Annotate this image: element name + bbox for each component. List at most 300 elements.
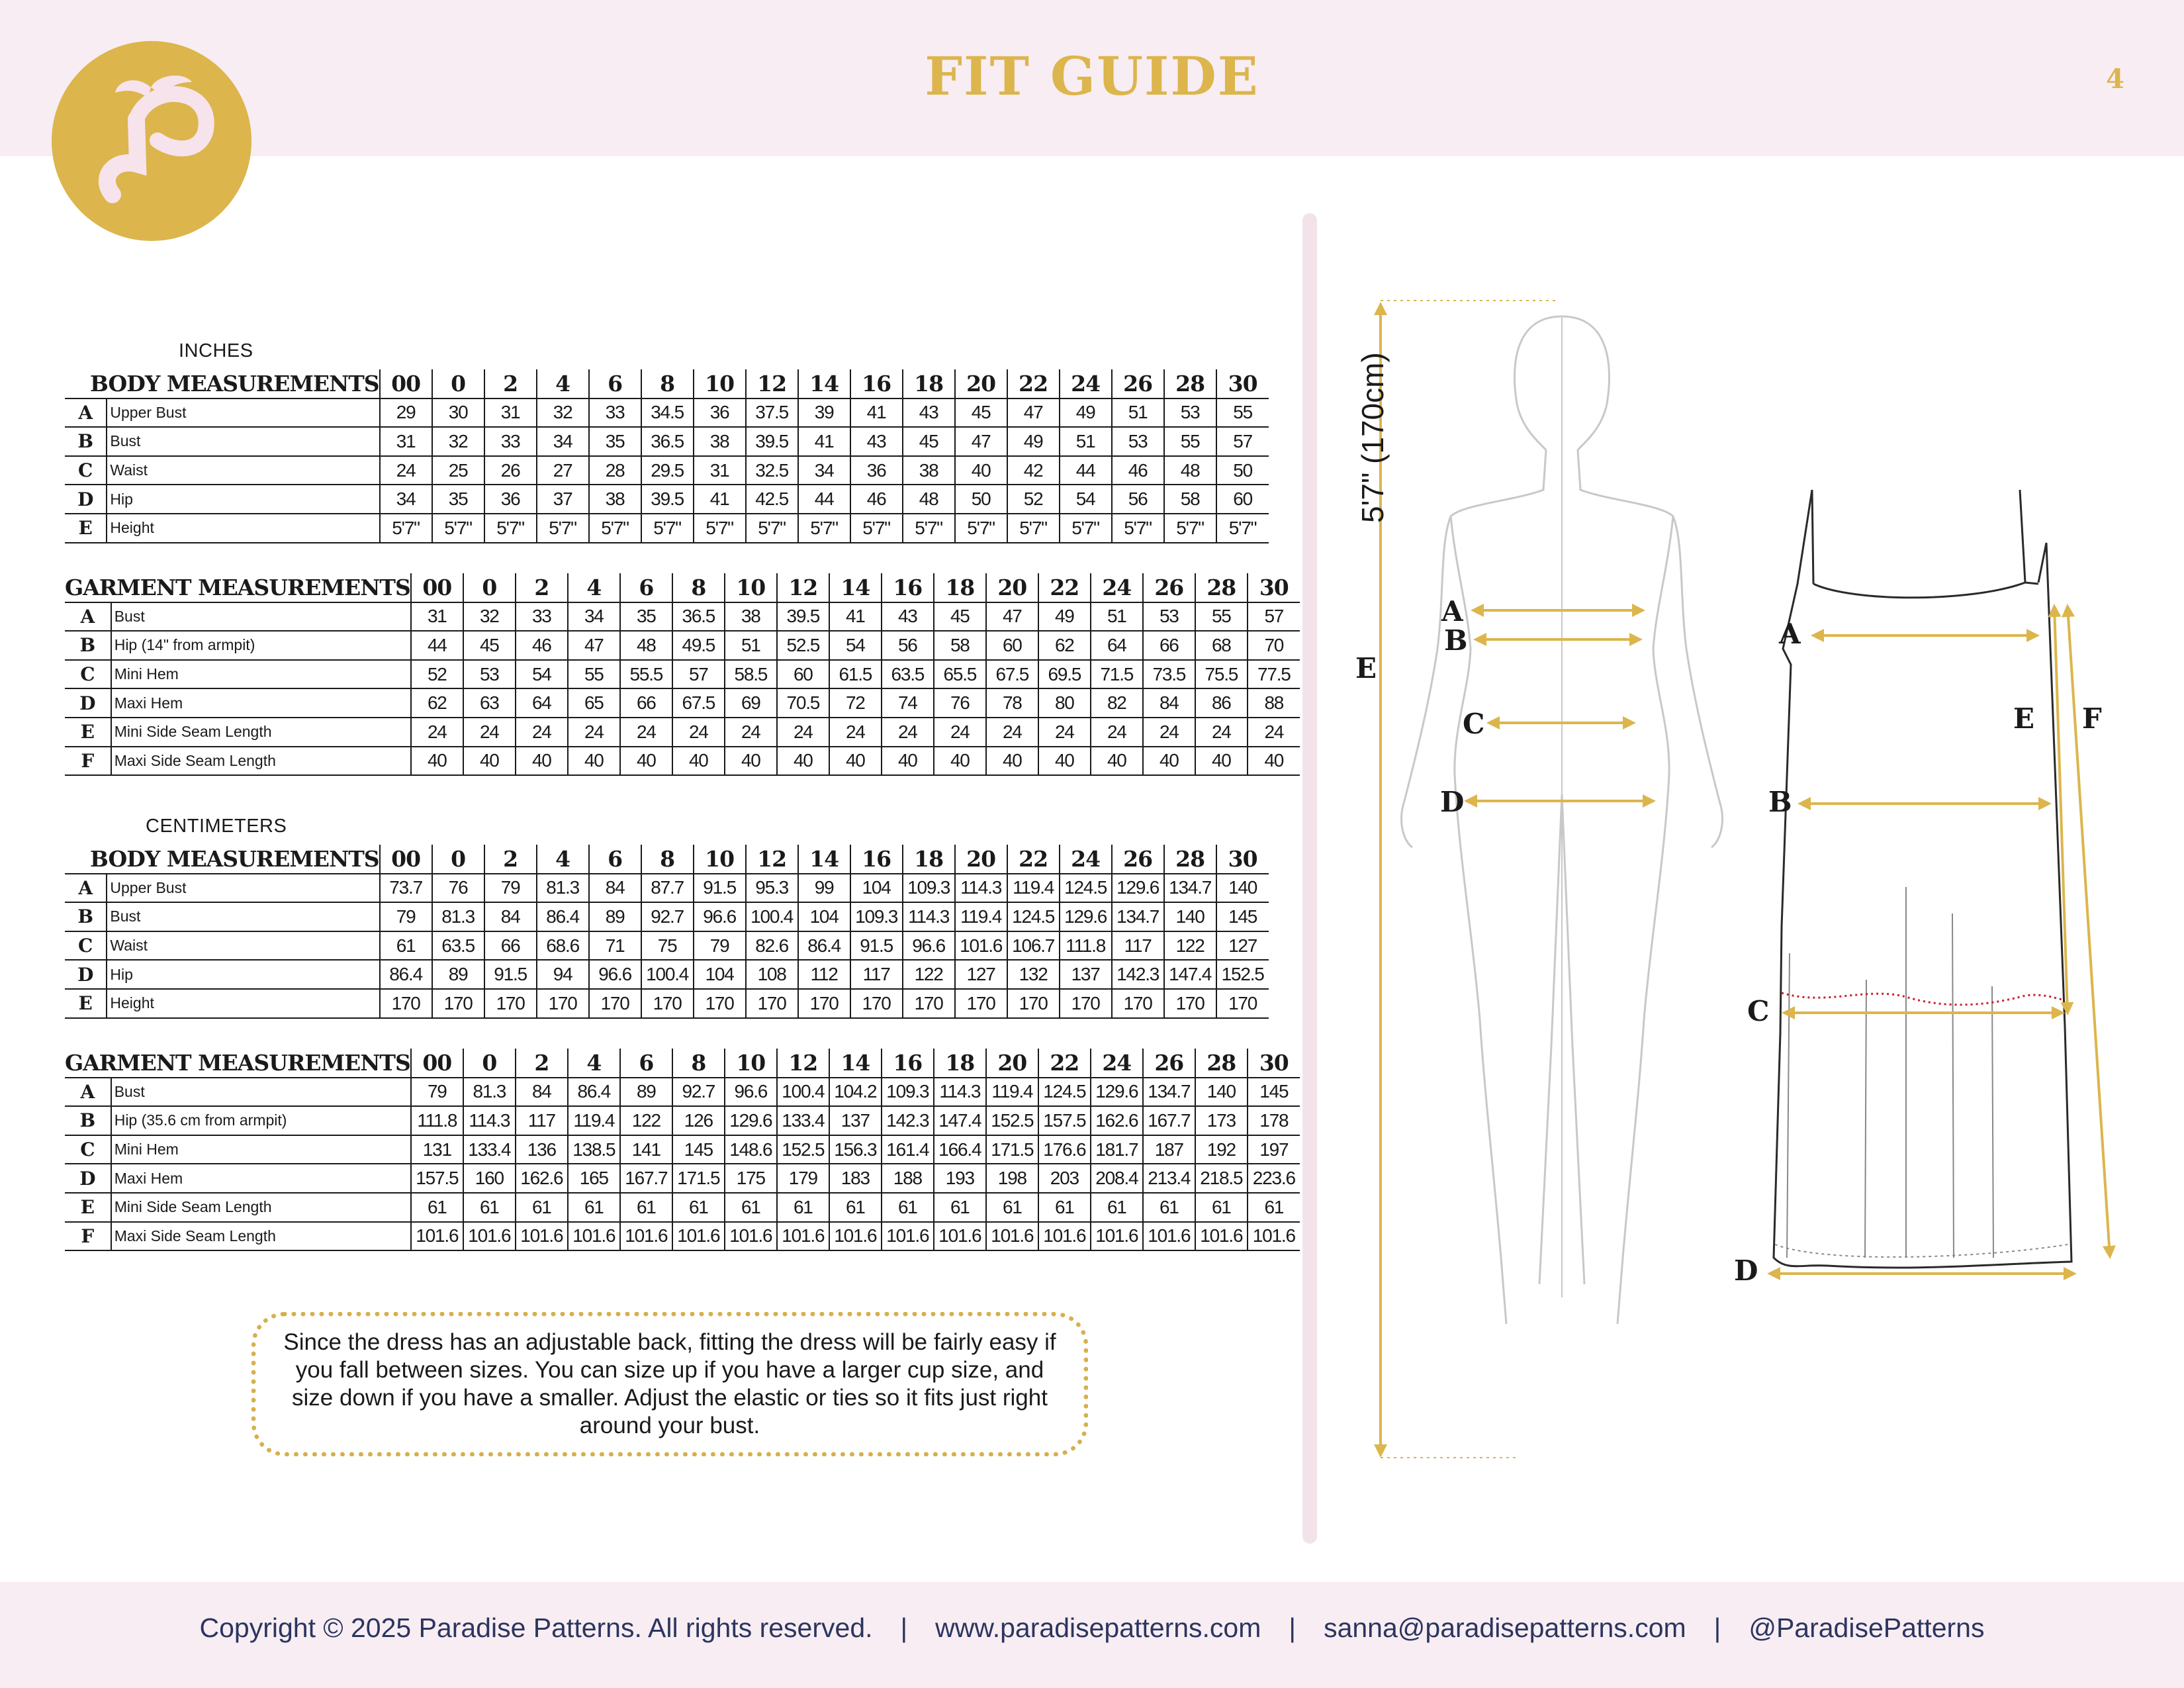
table-cell: 72 xyxy=(829,688,882,718)
table-cell: 38 xyxy=(903,456,955,485)
table-cell: 26 xyxy=(484,456,537,485)
table-cell: 114.3 xyxy=(934,1078,986,1107)
table-cell: 51 xyxy=(1112,399,1164,428)
table-cell: 88 xyxy=(1248,688,1300,718)
table-cell: 64 xyxy=(516,688,568,718)
table-cell: 78 xyxy=(986,688,1038,718)
table-cell: 167.7 xyxy=(1143,1106,1195,1135)
table-cell: 156.3 xyxy=(829,1135,882,1164)
row-letter: B xyxy=(65,427,107,456)
row-label: Waist xyxy=(107,456,379,485)
table-cell: 5'7" xyxy=(1112,514,1164,543)
table-cell: 74 xyxy=(882,688,934,718)
size-header: 6 xyxy=(589,845,641,874)
table-cell: 94 xyxy=(537,960,589,989)
table-cell: 32 xyxy=(537,399,589,428)
size-header: 28 xyxy=(1195,573,1248,602)
table-row xyxy=(65,931,1269,961)
table-cell: 61 xyxy=(934,1193,986,1222)
row-letter: D xyxy=(65,485,107,514)
table-cell: 38 xyxy=(589,485,641,514)
table-cell: 35 xyxy=(620,602,672,632)
body-label-e: E xyxy=(1355,652,1377,684)
table-cell: 162.6 xyxy=(1091,1106,1143,1135)
table-cell: 40 xyxy=(1195,747,1248,776)
table-cell: 89 xyxy=(432,960,484,989)
table-cell: 36.5 xyxy=(672,602,725,632)
footer-email-link[interactable]: sanna@paradisepatterns.com xyxy=(1324,1613,1686,1643)
table-cell: 54 xyxy=(829,631,882,660)
table-cell: 58 xyxy=(934,631,986,660)
table-cell: 82.6 xyxy=(746,931,798,961)
table-cell: 170 xyxy=(589,989,641,1018)
size-header: 6 xyxy=(620,1049,672,1078)
table-cell: 29.5 xyxy=(641,456,694,485)
table-cell: 46 xyxy=(850,485,903,514)
row-label: Bust xyxy=(107,427,379,456)
row-label: Height xyxy=(107,989,379,1018)
size-header: 00 xyxy=(380,845,432,874)
table-cell: 36 xyxy=(694,399,746,428)
dress-drawing xyxy=(1774,490,2071,1268)
table-cell: 37 xyxy=(537,485,589,514)
table-cell: 91.5 xyxy=(484,960,537,989)
table-cell: 41 xyxy=(694,485,746,514)
table-cell: 84 xyxy=(516,1078,568,1107)
table-cell: 24 xyxy=(1143,718,1195,747)
table-cell: 179 xyxy=(777,1164,829,1193)
body-label-d: D xyxy=(1440,786,1465,818)
table-cell: 40 xyxy=(672,747,725,776)
row-label: Hip (14" from armpit) xyxy=(111,631,411,660)
table-cell: 45 xyxy=(934,602,986,632)
table-cell: 60 xyxy=(986,631,1038,660)
table-cell: 171.5 xyxy=(672,1164,725,1193)
table-cell: 111.8 xyxy=(1060,931,1112,961)
table-cell: 62 xyxy=(411,688,463,718)
table-cell: 5'7" xyxy=(798,514,850,543)
table-cell: 34 xyxy=(537,427,589,456)
size-header: 4 xyxy=(537,369,589,399)
table-row xyxy=(65,1164,1300,1193)
table-cell: 101.6 xyxy=(829,1222,882,1251)
size-header: 12 xyxy=(777,1049,829,1078)
table-cell: 57 xyxy=(672,660,725,689)
table-cell: 46 xyxy=(516,631,568,660)
table-cell: 92.7 xyxy=(672,1078,725,1107)
size-header: 14 xyxy=(798,845,850,874)
table-cell: 86 xyxy=(1195,688,1248,718)
table-cell: 40 xyxy=(882,747,934,776)
table-cell: 24 xyxy=(380,456,432,485)
table-cell: 38 xyxy=(694,427,746,456)
size-header: 16 xyxy=(850,845,903,874)
page-title: FIT GUIDE xyxy=(925,45,1259,107)
table-cell: 65.5 xyxy=(934,660,986,689)
row-letter: D xyxy=(65,1164,111,1193)
table-cell: 129.6 xyxy=(1060,902,1112,931)
table-cell: 124.5 xyxy=(1038,1078,1091,1107)
table-cell: 119.4 xyxy=(1007,874,1060,903)
table-cell: 91.5 xyxy=(850,931,903,961)
table-cell: 33 xyxy=(589,399,641,428)
table-cell: 5'7" xyxy=(955,514,1007,543)
table-cell: 86.4 xyxy=(798,931,850,961)
table-cell: 40 xyxy=(777,747,829,776)
table-cell: 60 xyxy=(777,660,829,689)
table-cell: 167.7 xyxy=(620,1164,672,1193)
table-cell: 61 xyxy=(725,1193,777,1222)
table-cell: 63 xyxy=(463,688,516,718)
table-cell: 47 xyxy=(986,602,1038,632)
table-cell: 24 xyxy=(829,718,882,747)
table-cell: 36 xyxy=(850,456,903,485)
dress-label-c: C xyxy=(1747,995,1770,1027)
table-cell: 5'7" xyxy=(641,514,694,543)
table-row xyxy=(65,960,1269,989)
table-cell: 117 xyxy=(1112,931,1164,961)
row-letter: F xyxy=(65,747,111,776)
table-cell: 40 xyxy=(955,456,1007,485)
table-cell: 40 xyxy=(516,747,568,776)
table-cell: 58 xyxy=(1164,485,1216,514)
table-row xyxy=(65,514,1269,543)
table-cell: 81.3 xyxy=(463,1078,516,1107)
table-cell: 45 xyxy=(955,399,1007,428)
table-cell: 29 xyxy=(380,399,432,428)
table-title: BODY MEASUREMENTS xyxy=(65,369,380,399)
size-header: 14 xyxy=(798,369,850,399)
table-cell: 127 xyxy=(1216,931,1269,961)
vertical-divider xyxy=(1302,213,1317,1544)
centimeters-section-label: CENTIMETERS xyxy=(146,816,287,837)
fit-note-box xyxy=(251,1312,1088,1456)
table-cell: 114.3 xyxy=(903,902,955,931)
table-cell: 64 xyxy=(1091,631,1143,660)
row-letter: D xyxy=(65,688,111,718)
size-header: 20 xyxy=(955,369,1007,399)
table-cell: 75.5 xyxy=(1195,660,1248,689)
table-cell: 99 xyxy=(798,874,850,903)
row-label: Mini Hem xyxy=(111,1135,411,1164)
table-cell: 43 xyxy=(882,602,934,632)
table-cell: 140 xyxy=(1195,1078,1248,1107)
table-cell: 66 xyxy=(620,688,672,718)
table-cell: 142.3 xyxy=(1112,960,1164,989)
table-cell: 170 xyxy=(694,989,746,1018)
table-cell: 58.5 xyxy=(725,660,777,689)
table-cell: 54 xyxy=(516,660,568,689)
table-cell: 61 xyxy=(986,1193,1038,1222)
table-cell: 148.6 xyxy=(725,1135,777,1164)
table-cell: 109.3 xyxy=(882,1078,934,1107)
table-cell: 45 xyxy=(903,427,955,456)
table-cell: 61 xyxy=(1038,1193,1091,1222)
table-cell: 145 xyxy=(1248,1078,1300,1107)
size-header: 16 xyxy=(882,573,934,602)
table-cell: 75 xyxy=(641,931,694,961)
table-cell: 53 xyxy=(1143,602,1195,632)
table-cell: 178 xyxy=(1248,1106,1300,1135)
table-cell: 203 xyxy=(1038,1164,1091,1193)
table-cell: 170 xyxy=(903,989,955,1018)
table-cell: 48 xyxy=(620,631,672,660)
table-cell: 61 xyxy=(829,1193,882,1222)
size-header: 28 xyxy=(1164,845,1216,874)
table-cell: 40 xyxy=(829,747,882,776)
table-cell: 24 xyxy=(986,718,1038,747)
table-cell: 108 xyxy=(746,960,798,989)
row-label: Mini Side Seam Length xyxy=(111,1193,411,1222)
table-cell: 86.4 xyxy=(380,960,432,989)
table-cell: 87.7 xyxy=(641,874,694,903)
table-cell: 40 xyxy=(725,747,777,776)
table-cell: 61 xyxy=(1195,1193,1248,1222)
table-cell: 171.5 xyxy=(986,1135,1038,1164)
table-cell: 81.3 xyxy=(537,874,589,903)
table-cell: 31 xyxy=(694,456,746,485)
table-cell: 147.4 xyxy=(934,1106,986,1135)
table-cell: 192 xyxy=(1195,1135,1248,1164)
table-cell: 40 xyxy=(934,747,986,776)
table-cell: 57 xyxy=(1216,427,1269,456)
table-cell: 68 xyxy=(1195,631,1248,660)
table-cell: 109.3 xyxy=(903,874,955,903)
table-header-row xyxy=(65,845,1269,874)
table-cell: 5'7" xyxy=(380,514,432,543)
table-cell: 24 xyxy=(882,718,934,747)
table-cell: 162.6 xyxy=(516,1164,568,1193)
table-row xyxy=(65,874,1269,903)
table-cell: 119.4 xyxy=(986,1078,1038,1107)
row-label: Bust xyxy=(107,902,379,931)
table-cell: 5'7" xyxy=(1216,514,1269,543)
table-cell: 24 xyxy=(568,718,620,747)
table-cell: 34.5 xyxy=(641,399,694,428)
table-row xyxy=(65,747,1300,776)
table-cell: 66 xyxy=(1143,631,1195,660)
table-cell: 40 xyxy=(1248,747,1300,776)
dress-label-e: E xyxy=(2013,702,2035,735)
table-cell: 117 xyxy=(850,960,903,989)
table-cell: 119.4 xyxy=(568,1106,620,1135)
table-cell: 24 xyxy=(620,718,672,747)
size-header: 10 xyxy=(725,573,777,602)
body-label-a: A xyxy=(1441,595,1463,628)
table-cell: 61 xyxy=(411,1193,463,1222)
size-header: 00 xyxy=(411,573,463,602)
table-cell: 187 xyxy=(1143,1135,1195,1164)
size-header: 10 xyxy=(725,1049,777,1078)
size-header: 18 xyxy=(903,845,955,874)
table-cell: 49 xyxy=(1007,427,1060,456)
table-cell: 152.5 xyxy=(1216,960,1269,989)
table-cell: 69.5 xyxy=(1038,660,1091,689)
table-cell: 48 xyxy=(903,485,955,514)
table-cell: 157.5 xyxy=(1038,1106,1091,1135)
table-cell: 80 xyxy=(1038,688,1091,718)
table-row xyxy=(65,485,1269,514)
table-cell: 96.6 xyxy=(694,902,746,931)
table-cell: 41 xyxy=(798,427,850,456)
table-cell: 114.3 xyxy=(955,874,1007,903)
size-header: 30 xyxy=(1248,1049,1300,1078)
table-cell: 35 xyxy=(589,427,641,456)
table-cell: 62 xyxy=(1038,631,1091,660)
table-cell: 5'7" xyxy=(850,514,903,543)
table-cell: 5'7" xyxy=(694,514,746,543)
table-cell: 129.6 xyxy=(725,1106,777,1135)
row-letter: B xyxy=(65,902,107,931)
table-cell: 170 xyxy=(484,989,537,1018)
table-cell: 45 xyxy=(463,631,516,660)
table-cell: 41 xyxy=(829,602,882,632)
table-cell: 40 xyxy=(411,747,463,776)
table-cell: 24 xyxy=(411,718,463,747)
table-header-row xyxy=(65,1049,1300,1078)
table-cell: 5'7" xyxy=(903,514,955,543)
table-cell: 92.7 xyxy=(641,902,694,931)
table-cell: 170 xyxy=(798,989,850,1018)
row-letter: F xyxy=(65,1222,111,1251)
table-cell: 170 xyxy=(432,989,484,1018)
table-cell: 36.5 xyxy=(641,427,694,456)
table-cell: 49.5 xyxy=(672,631,725,660)
row-letter: A xyxy=(65,399,107,428)
table-cell: 157.5 xyxy=(411,1164,463,1193)
row-letter: E xyxy=(65,1193,111,1222)
size-header: 24 xyxy=(1091,573,1143,602)
table-cell: 114.3 xyxy=(463,1106,516,1135)
table-cell: 106.7 xyxy=(1007,931,1060,961)
row-letter: A xyxy=(65,1078,111,1107)
table-cell: 24 xyxy=(516,718,568,747)
size-header: 28 xyxy=(1164,369,1216,399)
table-cell: 101.6 xyxy=(620,1222,672,1251)
size-header: 8 xyxy=(641,369,694,399)
row-letter: E xyxy=(65,989,107,1018)
table-cell: 122 xyxy=(1164,931,1216,961)
table-cell: 79 xyxy=(411,1078,463,1107)
table-title: BODY MEASUREMENTS xyxy=(65,845,380,874)
size-header: 0 xyxy=(463,1049,516,1078)
table-cell: 24 xyxy=(725,718,777,747)
row-label: Hip xyxy=(107,485,379,514)
table-cell: 55 xyxy=(1164,427,1216,456)
size-header: 22 xyxy=(1038,573,1091,602)
table-cell: 55 xyxy=(1195,602,1248,632)
table-cell: 34 xyxy=(380,485,432,514)
row-letter: E xyxy=(65,514,107,543)
table-cell: 104 xyxy=(850,874,903,903)
body-label-c: C xyxy=(1463,708,1485,740)
dress-label-f: F xyxy=(2082,702,2102,735)
page-number: 4 xyxy=(2106,64,2124,95)
table-cell: 218.5 xyxy=(1195,1164,1248,1193)
table-header-row xyxy=(65,573,1300,602)
table-header-row xyxy=(65,369,1269,399)
size-header: 8 xyxy=(672,1049,725,1078)
table-row xyxy=(65,660,1300,689)
body-measure-lines xyxy=(1381,301,1653,1458)
page-footer xyxy=(0,1582,2184,1688)
size-header: 2 xyxy=(484,845,537,874)
footer-social-handle[interactable]: @ParadisePatterns xyxy=(1749,1613,1985,1643)
size-header: 4 xyxy=(568,573,620,602)
table-cell: 60 xyxy=(1216,485,1269,514)
table-cell: 41 xyxy=(850,399,903,428)
row-label: Upper Bust xyxy=(107,874,379,903)
table-cell: 40 xyxy=(1038,747,1091,776)
table-cell: 140 xyxy=(1164,902,1216,931)
footer-website-link[interactable]: www.paradisepatterns.com xyxy=(935,1613,1261,1643)
footer-separator: | xyxy=(900,1613,908,1643)
table-cell: 35 xyxy=(432,485,484,514)
table-cell: 40 xyxy=(620,747,672,776)
table-cell: 31 xyxy=(411,602,463,632)
table-cell: 112 xyxy=(798,960,850,989)
table-cell: 101.6 xyxy=(1195,1222,1248,1251)
table-cell: 31 xyxy=(380,427,432,456)
table-cell: 213.4 xyxy=(1143,1164,1195,1193)
table-cell: 33 xyxy=(516,602,568,632)
table-cell: 5'7" xyxy=(432,514,484,543)
table-cell: 61.5 xyxy=(829,660,882,689)
table-row xyxy=(65,631,1300,660)
table-cell: 124.5 xyxy=(1060,874,1112,903)
table-cell: 122 xyxy=(903,960,955,989)
table-cell: 170 xyxy=(955,989,1007,1018)
body-croquis xyxy=(1402,316,1723,1324)
table-cell: 208.4 xyxy=(1091,1164,1143,1193)
size-header: 00 xyxy=(411,1049,463,1078)
table-cell: 24 xyxy=(1195,718,1248,747)
table-cell: 96.6 xyxy=(903,931,955,961)
table-cell: 34 xyxy=(798,456,850,485)
table-cell: 170 xyxy=(537,989,589,1018)
size-header: 26 xyxy=(1112,845,1164,874)
table-cell: 137 xyxy=(829,1106,882,1135)
table-cell: 40 xyxy=(463,747,516,776)
height-label: 5'7" (170cm) xyxy=(1355,352,1390,523)
row-letter: D xyxy=(65,960,107,989)
table-row xyxy=(65,399,1269,428)
row-letter: C xyxy=(65,456,107,485)
table-cell: 170 xyxy=(1060,989,1112,1018)
table-cell: 91.5 xyxy=(694,874,746,903)
table-cell: 122 xyxy=(620,1106,672,1135)
footer-copyright: Copyright © 2025 Paradise Patterns. All rights reserved. xyxy=(199,1613,873,1643)
table-cell: 37.5 xyxy=(746,399,798,428)
row-label: Maxi Side Seam Length xyxy=(111,747,411,776)
table-cell: 31 xyxy=(484,399,537,428)
table-cell: 132 xyxy=(1007,960,1060,989)
table-cell: 50 xyxy=(955,485,1007,514)
table-cell: 96.6 xyxy=(725,1078,777,1107)
table-cell: 51 xyxy=(1091,602,1143,632)
table-cell: 40 xyxy=(568,747,620,776)
fit-note-text: Since the dress has an adjustable back, fitting the dress will be fairly easy if you fall between sizes. You can size up if you have a larger cup size, and size down if you have a smaller. Adjust the elastic or ties so it fits just right around your bust. xyxy=(283,1329,1056,1438)
table-cell: 101.6 xyxy=(463,1222,516,1251)
table-cell: 175 xyxy=(725,1164,777,1193)
size-header: 12 xyxy=(746,369,798,399)
table-cell: 86.4 xyxy=(568,1078,620,1107)
table-cell: 53 xyxy=(463,660,516,689)
footer-separator: | xyxy=(1713,1613,1721,1643)
table-row xyxy=(65,989,1269,1018)
table-cell: 104 xyxy=(798,902,850,931)
table-cell: 124.5 xyxy=(1007,902,1060,931)
